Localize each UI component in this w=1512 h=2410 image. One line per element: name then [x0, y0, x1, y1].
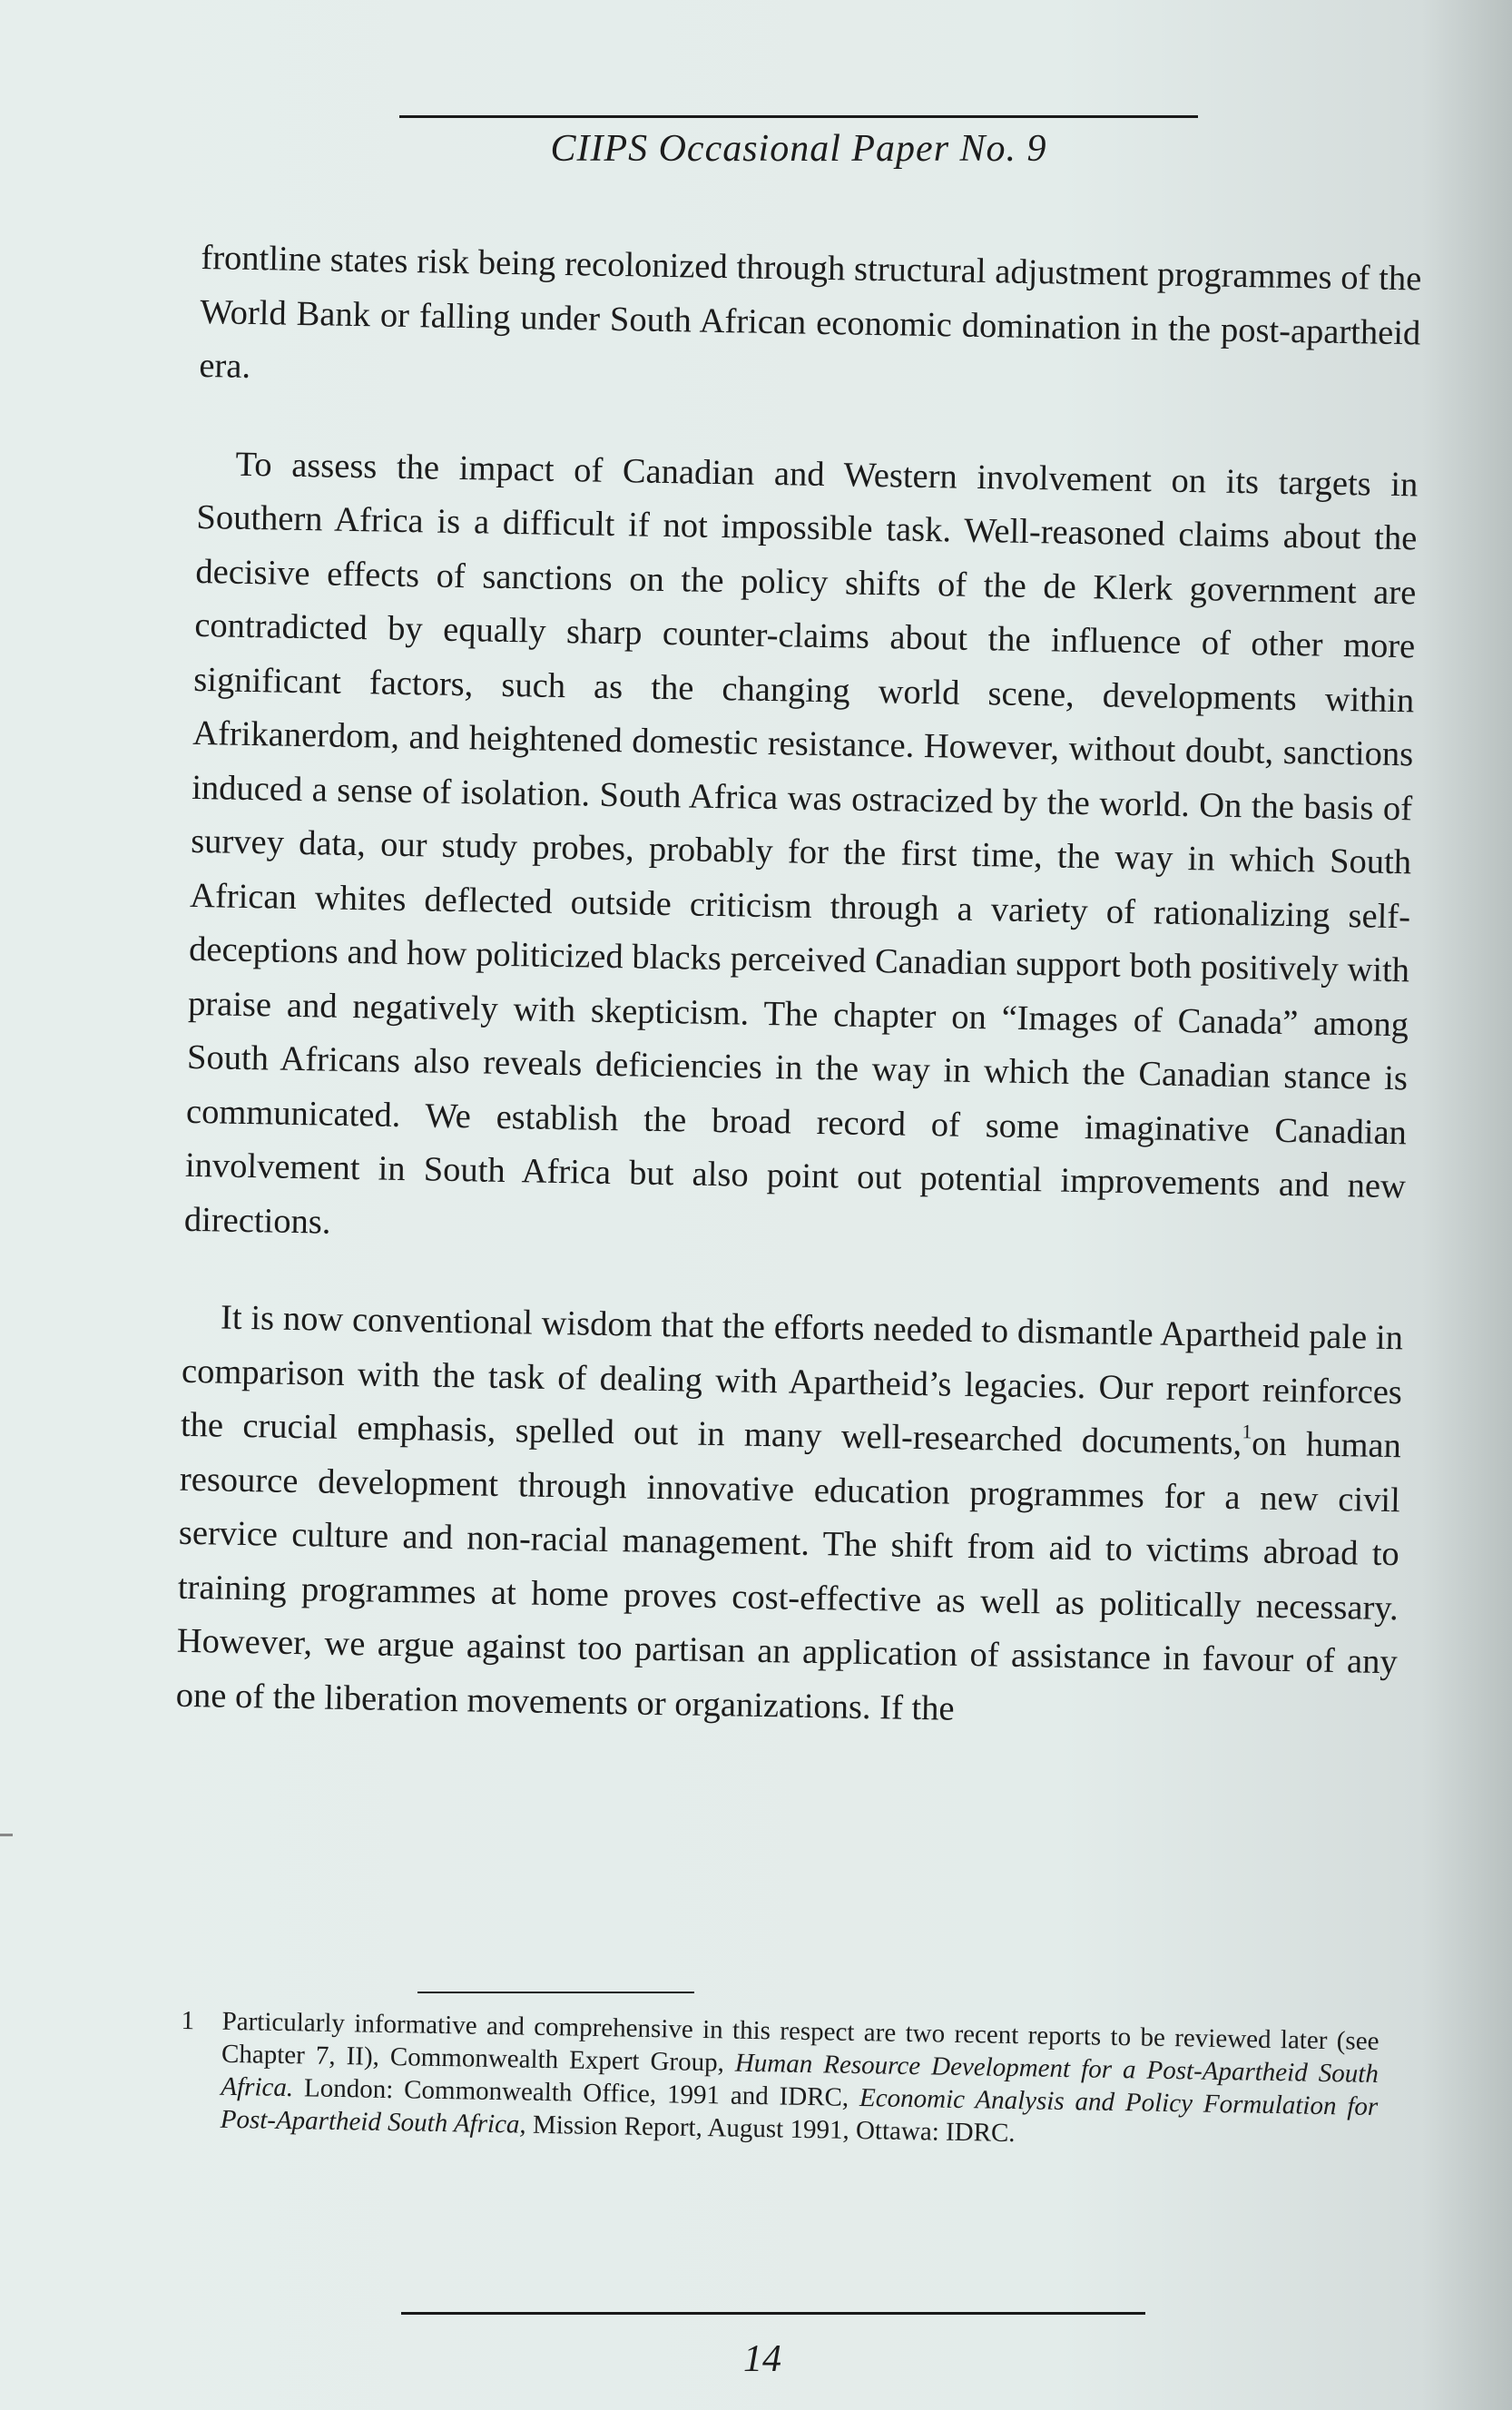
footnote-number: 1 — [181, 2005, 195, 2036]
paragraph-conventional-wisdom — [175, 1291, 1403, 1744]
footnote — [179, 2004, 1379, 2156]
paragraph-continued: frontline states risk being recolonized through structural adjustment programmes of the World Bank or falling under South African economic domination in the post-apartheid era. — [199, 238, 1422, 386]
footnote-title: Economic Analysis and Policy Formulation for Post-Apartheid South Africa, — [220, 2083, 1379, 2139]
scan-mark — [0, 1834, 13, 1836]
footnote-title: Human Resource Development for a Post-Apartheid South Africa. — [221, 2048, 1379, 2103]
footnote-rule — [417, 1992, 694, 1993]
footnote-text-part: London: Commonwealth Office, 1991 and IDRC, — [292, 2073, 860, 2113]
page-number: 14 — [743, 2338, 781, 2380]
paragraph-text: on human resource development through innovative education programmes for a new civil service culture and non-racial management. The shift from aid to victims abroad to training programmes at home proves cost-effective as well as politically necessary. However, we argue against too partisan an application of assistance in favour of any one of the liberation movements or organizations. If the — [175, 1424, 1402, 1728]
footnote-text-part: Mission Report, August 1991, Ottawa: IDRC. — [525, 2110, 1016, 2149]
paragraph-impact-assessment: To assess the impact of Canadian and Western involvement on its targets in Southern Africa is a difficult if not impossible task. Well-reasoned claims about the decisive effects of sanctions on the policy shifts of the de Klerk government are contradicted by equally sharp counter-claims about the influence of other more significant factors, such as the changing world scene, developments within Afrikanerdom, and heightened domestic resistance. However, without doubt, sanctions induced a sense of isolation. South Africa was ostracized by the world. On the basis of survey data, our study probes, probably for the first time, the way in which South African whites deflected outside criticism through a variety of rationalizing self-deceptions and how politicized blacks perceived Canadian support both positively with praise and negatively with skepticism. The chapter on “Images of Canada” among South Africans also reveals deficiencies in the way in which the Canadian stance is communicated. We establish the broad record of some imaginative Canadian involvement in South Africa but also point out potential improvements and new directions. — [183, 445, 1419, 1242]
footnote-reference: 1 — [1242, 1420, 1252, 1443]
footer-rule — [401, 2312, 1145, 2315]
paragraph-text: It is now conventional wisdom that the efforts needed to dismantle Apartheid pale in comparison with the task of dealing with Apartheid’s legacies. Our report reinforces the crucial emphasis, spelled out in many well-researched documents, — [180, 1298, 1404, 1463]
running-header: CIIPS Occasional Paper No. 9 — [550, 128, 1047, 170]
body-text — [174, 231, 1421, 1787]
header-rule — [399, 115, 1198, 118]
footnote-text — [220, 2005, 1379, 2156]
footnote-text-part: Particularly informative and comprehensive in this respect are two recent reports to be reviewed later (see Chapter 7, II), Commonwealth Expert Group, — [221, 2006, 1379, 2078]
